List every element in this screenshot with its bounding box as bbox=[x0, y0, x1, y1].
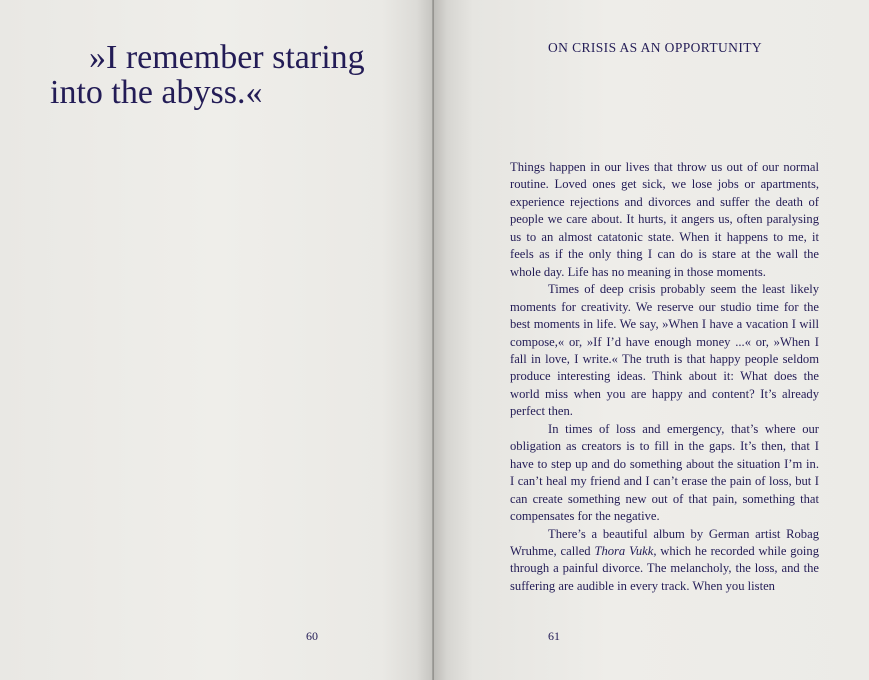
paragraph-text: , which he recorded while going through a painful divorce. The melancholy, the loss, and the suffering are audible in every track. When you listen bbox=[510, 543, 819, 593]
left-page bbox=[0, 0, 434, 680]
page-number-left: 60 bbox=[306, 629, 318, 643]
paragraph: Things happen in our lives that throw us out of our normal routine. Loved ones get sick, we lose jobs or apartments, experience rejections and divorces and suffer the death of people we care about. It hurts, it angers us, often paralysing us to an almost catatonic state. When it happens to me, it feels as if the only thing I can do is stare at the wall the whole day. Life has no meaning in those moments. bbox=[510, 160, 819, 279]
pull-quote: »I remember staring into the abyss.« bbox=[50, 39, 365, 111]
paragraph: Times of deep crisis probably seem the least likely moments for creativity. We reserve our studio time for the best moments in life. We say, »When I have a vacation I will compose,« or, »If I’d have enough money ...« or, »When I fall in love, I write.« The truth is that happy people seldom produce interesting ideas. Think about it: What does the world miss when you are happy and content? It’s already perfect then. bbox=[510, 282, 819, 419]
paragraph-text: There’s a beautiful album by German artist Robag Wruhme, called bbox=[510, 526, 819, 558]
page-number-right: 61 bbox=[548, 629, 560, 643]
right-page bbox=[434, 0, 869, 680]
chapter-title: ON CRISIS AS AN OPPORTUNITY bbox=[548, 40, 763, 55]
paragraph: In times of loss and emergency, that’s where our obligation as creators is to fill in the gaps. It’s then, that I have to step up and do something about the situation I’m in. I can’t heal my friend and I can’t erase the pain of loss, but I can create something new out of that pain, something that compensates for the negative. bbox=[510, 421, 819, 524]
paragraph bbox=[510, 526, 819, 596]
album-title: Thora Vukk bbox=[594, 543, 654, 558]
body-text bbox=[510, 159, 819, 595]
